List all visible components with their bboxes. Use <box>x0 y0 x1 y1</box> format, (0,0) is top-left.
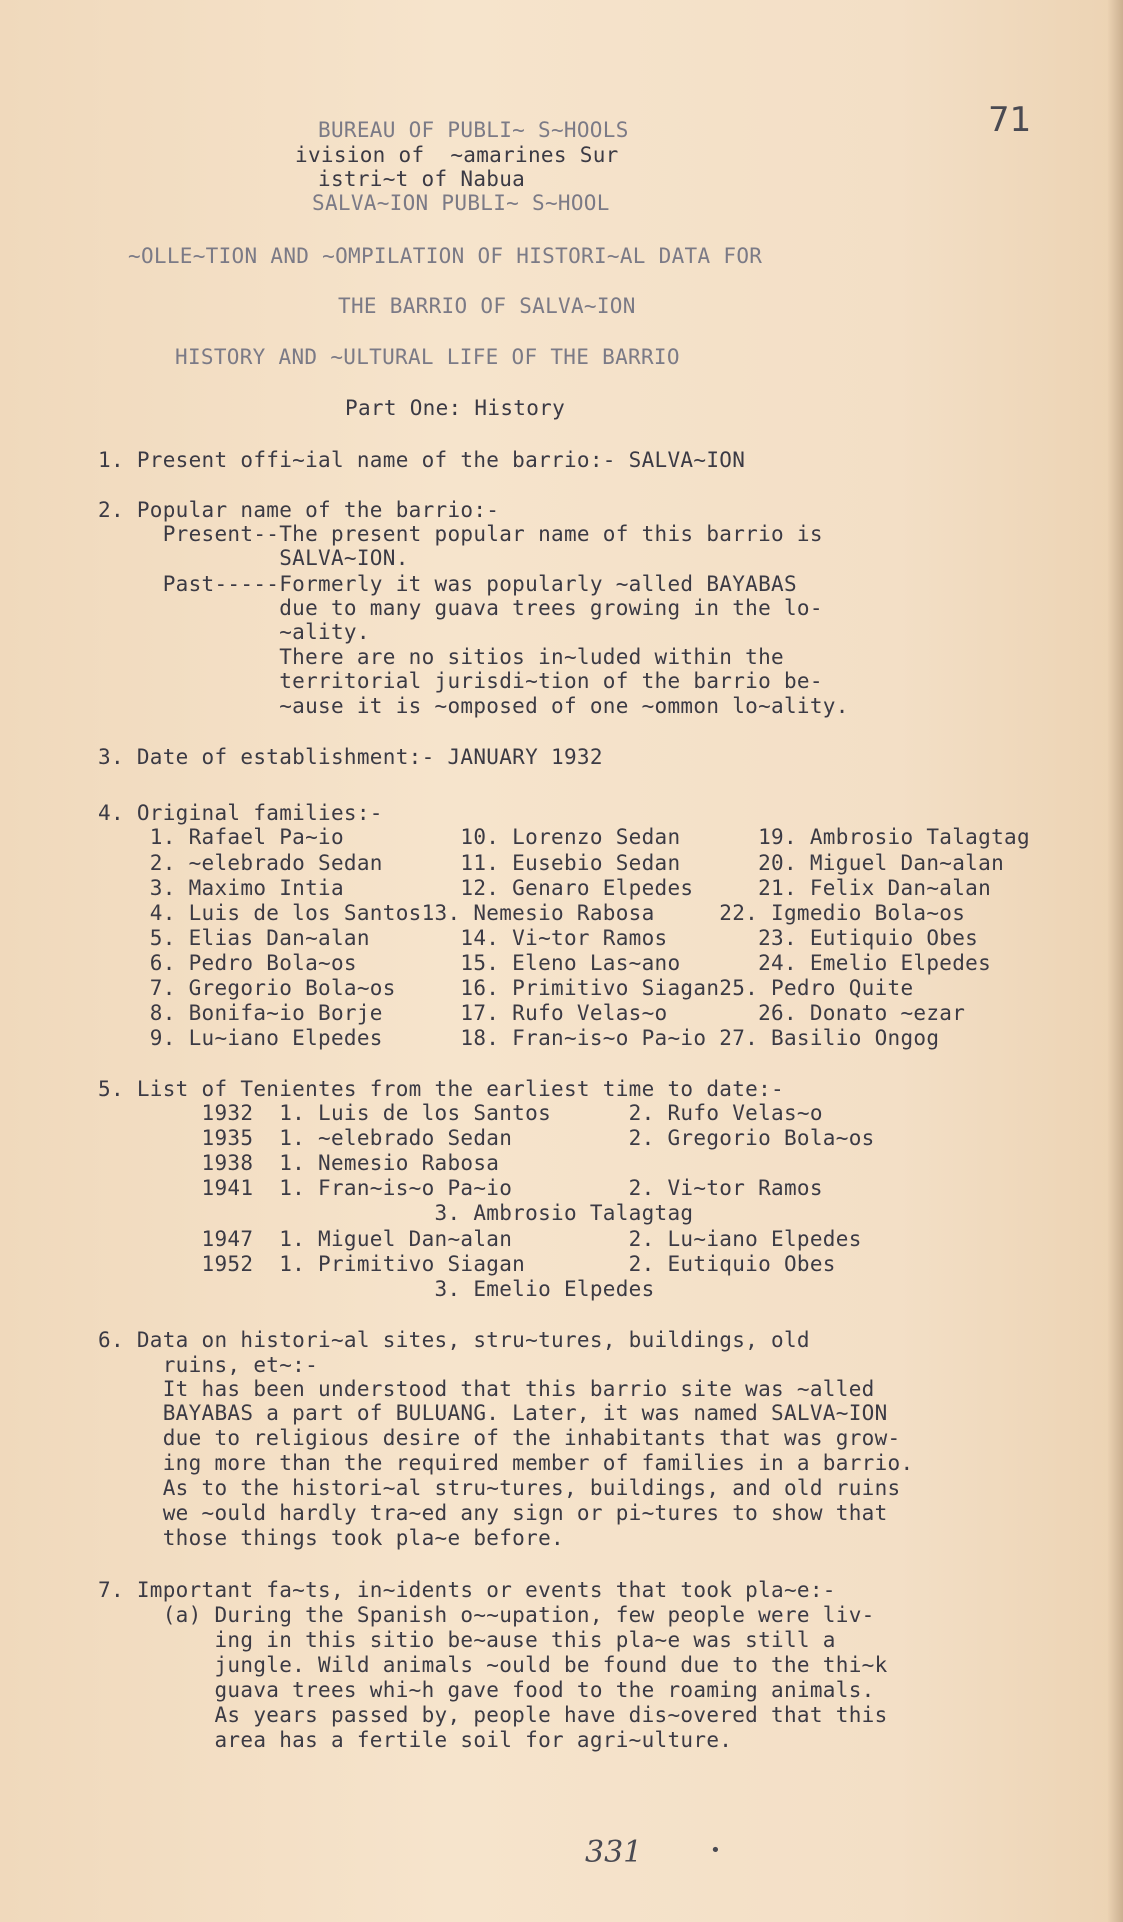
item-2-present-cont: SALVA~ION. <box>98 546 409 570</box>
item-2-past-cont-1: due to many guava trees growing in the lo- <box>98 596 823 620</box>
item-1-official-name: 1. Present offi~ial name of the barrio:- SALVA~ION <box>98 448 746 472</box>
header-bureau: BUREAU OF PUBLI~ S~HOOLS <box>318 118 629 142</box>
item-6-line-4: BAYABAS a part of BULUANG. Later, it was named SALVA~ION <box>98 1401 888 1425</box>
teniente-1932: 1932 1. Luis de los Santos 2. Rufo Velas~o <box>98 1101 823 1125</box>
paper-edge <box>1107 0 1123 1922</box>
teniente-1947: 1947 1. Miguel Dan~alan 2. Lu~iano Elpedes <box>98 1227 862 1251</box>
header-district: istri~t of Nabua <box>318 167 526 191</box>
family-row-5: 5. Elias Dan~alan 14. Vi~tor Ramos 23. Eutiquio Obes <box>98 926 979 950</box>
teniente-1941: 1941 1. Fran~is~o Pa~io 2. Vi~tor Ramos <box>98 1176 823 1200</box>
teniente-1938: 1938 1. Nemesio Rabosa <box>98 1151 500 1175</box>
item-7-line-2: (a) During the Spanish o~~upation, few people were liv- <box>98 1603 875 1627</box>
item-6-line-7: As to the histori~al stru~tures, buildings, and old ruins <box>98 1476 901 1500</box>
teniente-1941-cont: 3. Ambrosio Talagtag <box>98 1201 694 1225</box>
item-6-line-2: ruins, et~:- <box>98 1353 319 1377</box>
item-6-line-5: due to religious desire of the inhabitants that was grow- <box>98 1426 901 1450</box>
item-6-line-9: those things took pla~e before. <box>98 1526 564 1550</box>
title-history-culture: HISTORY AND ~ULTURAL LIFE OF THE BARRIO <box>175 345 680 369</box>
item-2-popular-name: 2. Popular name of the barrio:- <box>98 498 500 522</box>
item-2-past-cont-2: ~ality. <box>98 620 370 644</box>
teniente-1935: 1935 1. ~elebrado Sedan 2. Gregorio Bola~os <box>98 1126 875 1150</box>
part-title: Part One: History <box>345 396 566 420</box>
item-6-line-8: we ~ould hardly tra~ed any sign or pi~tures to show that <box>98 1501 888 1525</box>
item-5-tenientes: 5. List of Tenientes from the earliest time to date:- <box>98 1077 784 1101</box>
item-7-important-facts: 7. Important fa~ts, in~idents or events that took pla~e:- <box>98 1578 836 1602</box>
item-6-historical-sites: 6. Data on histori~al sites, stru~tures, buildings, old <box>98 1328 810 1352</box>
header-division: ivision of ~amarines Sur <box>295 143 619 167</box>
family-row-4: 4. Luis de los Santos13. Nemesio Rabosa 22. Igmedio Bola~os <box>98 901 966 925</box>
item-6-line-3: It has been understood that this barrio site was ~alled <box>98 1377 875 1401</box>
item-7-line-3: ing in this sitio be~ause this pla~e was still a <box>98 1628 836 1652</box>
family-row-6: 6. Pedro Bola~os 15. Eleno Las~ano 24. Emelio Elpedes <box>98 951 992 975</box>
item-6-line-6: ing more than the required member of families in a barrio. <box>98 1451 914 1475</box>
family-row-1: 1. Rafael Pa~io 10. Lorenzo Sedan 19. Ambrosio Talagtag <box>98 825 1030 849</box>
item-2-sitios-3: ~ause it is ~omposed of one ~ommon lo~ality. <box>98 694 849 718</box>
page-number: 71 <box>988 100 1032 140</box>
family-row-9: 9. Lu~iano Elpedes 18. Fran~is~o Pa~io 27. Basilio Ongog <box>98 1026 940 1050</box>
ink-mark: • <box>710 1840 721 1861</box>
item-7-line-4: jungle. Wild animals ~ould be found due to the thi~k <box>98 1653 888 1677</box>
item-3-establishment: 3. Date of establishment:- JANUARY 1932 <box>98 745 603 769</box>
teniente-1952: 1952 1. Primitivo Siagan 2. Eutiquio Obes <box>98 1252 836 1276</box>
item-4-original-families: 4. Original families:- <box>98 801 383 825</box>
family-row-2: 2. ~elebrado Sedan 11. Eusebio Sedan 20. Miguel Dan~alan <box>98 851 1005 875</box>
item-2-past: Past-----Formerly it was popularly ~alled BAYABAS <box>98 572 797 596</box>
item-2-present: Present--The present popular name of this barrio is <box>98 522 823 546</box>
family-row-3: 3. Maximo Intia 12. Genaro Elpedes 21. Felix Dan~alan <box>98 876 992 900</box>
family-row-8: 8. Bonifa~io Borje 17. Rufo Velas~o 26. Donato ~ezar <box>98 1001 966 1025</box>
item-7-line-5: guava trees whi~h gave food to the roaming animals. <box>98 1678 875 1702</box>
title-barrio: THE BARRIO OF SALVA~ION <box>338 294 636 318</box>
item-7-line-7: area has a fertile soil for agri~ulture. <box>98 1728 733 1752</box>
item-2-sitios-2: territorial jurisdi~tion of the barrio be- <box>98 669 823 693</box>
header-school: SALVA~ION PUBLI~ S~HOOL <box>312 191 610 215</box>
bottom-page-number: 331 <box>585 1835 643 1870</box>
family-row-7: 7. Gregorio Bola~os 16. Primitivo Siagan25. Pedro Quite <box>98 976 914 1000</box>
title-collection: ~OLLE~TION AND ~OMPILATION OF HISTORI~AL DATA FOR <box>128 244 763 268</box>
teniente-1952-cont: 3. Emelio Elpedes <box>98 1277 655 1301</box>
item-7-line-6: As years passed by, people have dis~overed that this <box>98 1703 888 1727</box>
item-2-sitios-1: There are no sitios in~luded within the <box>98 645 784 669</box>
